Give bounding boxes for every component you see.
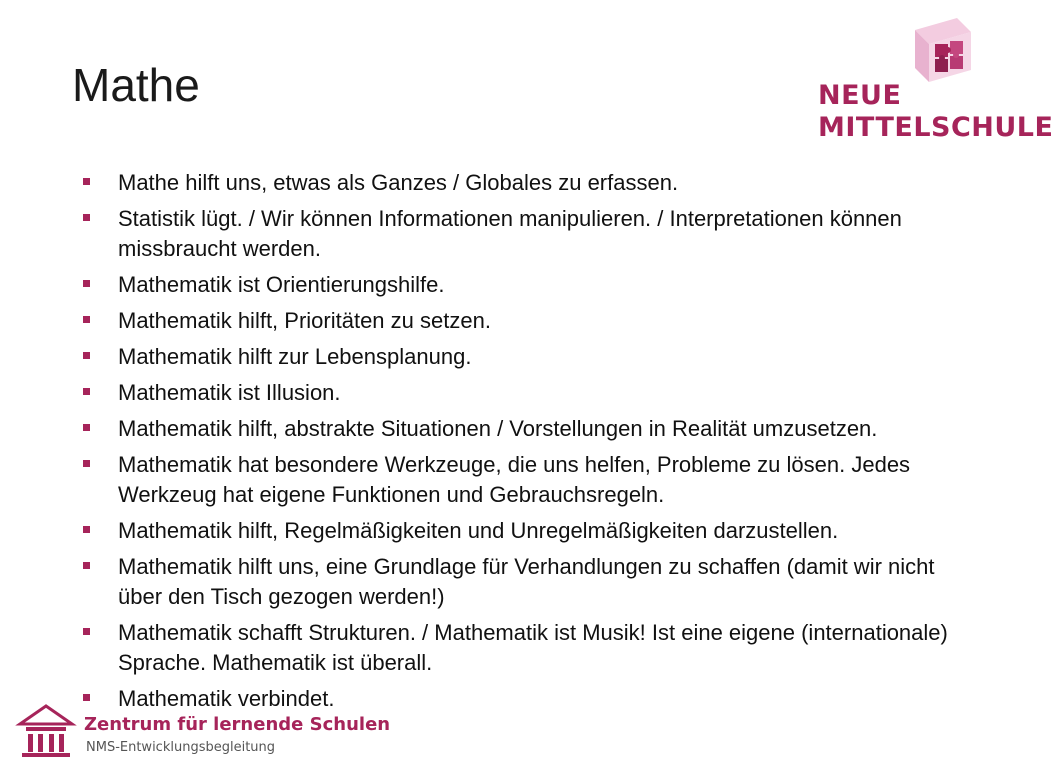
bullet-text: Mathematik hat besondere Werkzeuge, die uns helfen, Probleme zu lösen. Jedes Werkzeug hat eigene Funktionen und Gebrauchsregeln. <box>118 452 911 507</box>
bullet-marker-icon <box>83 424 90 431</box>
logo-word-mittelschule: MITTELSCHULE <box>818 112 1053 143</box>
bullet-item <box>80 618 960 678</box>
bullet-item <box>80 168 960 198</box>
bullet-item <box>80 306 960 336</box>
puzzle-cube-icon <box>907 16 975 84</box>
bullet-item <box>80 378 960 408</box>
bullet-text: Statistik lügt. / Wir können Informationen manipulieren. / Interpretationen können missbraucht werden. <box>118 206 902 261</box>
bullet-text: Mathematik hilft, Regelmäßigkeiten und Unregelmäßigkeiten darzustellen. <box>118 518 839 543</box>
bullet-marker-icon <box>83 280 90 287</box>
zentrum-logo <box>12 700 391 768</box>
bullet-item <box>80 204 960 264</box>
bullet-marker-icon <box>83 388 90 395</box>
bullet-text: Mathematik ist Illusion. <box>118 380 341 405</box>
bullet-text: Mathematik hilft uns, eine Grundlage für Verhandlungen zu schaffen (damit wir nicht über den Tisch gezogen werden!) <box>118 554 935 609</box>
bullet-marker-icon <box>83 628 90 635</box>
bullet-text: Mathematik hilft, abstrakte Situationen / Vorstellungen in Realität umzusetzen. <box>118 416 878 441</box>
bullet-text: Mathe hilft uns, etwas als Ganzes / Globales zu erfassen. <box>118 170 679 195</box>
bullet-item <box>80 342 960 372</box>
bullet-text: Mathematik verbindet. <box>118 686 335 711</box>
bullet-marker-icon <box>83 562 90 569</box>
bullet-item <box>80 552 960 612</box>
bullet-item <box>80 516 960 546</box>
house-icon <box>16 700 76 760</box>
bullet-marker-icon <box>83 214 90 221</box>
bullet-marker-icon <box>83 460 90 467</box>
bullet-text: Mathematik ist Orientierungshilfe. <box>118 272 445 297</box>
slide-title: Mathe <box>72 59 200 111</box>
bullet-list <box>80 168 960 720</box>
zentrum-logo-subtitle: NMS-Entwicklungsbegleitung <box>86 740 276 755</box>
bullet-marker-icon <box>83 526 90 533</box>
bullet-marker-icon <box>83 178 90 185</box>
bullet-item <box>80 414 960 444</box>
bullet-item <box>80 450 960 510</box>
bullet-item <box>80 270 960 300</box>
bullet-text: Mathematik hilft zur Lebensplanung. <box>118 344 472 369</box>
bullet-marker-icon <box>83 316 90 323</box>
logo-word-neue: NEUE <box>818 80 902 111</box>
bullet-marker-icon <box>83 352 90 359</box>
neue-mittelschule-logo <box>815 12 1053 143</box>
bullet-text: Mathematik schafft Strukturen. / Mathematik ist Musik! Ist eine eigene (internationale) Sprache. Mathematik ist überall. <box>118 620 948 675</box>
bullet-text: Mathematik hilft, Prioritäten zu setzen. <box>118 308 491 333</box>
zentrum-logo-title: Zentrum für lernende Schulen <box>84 714 391 735</box>
